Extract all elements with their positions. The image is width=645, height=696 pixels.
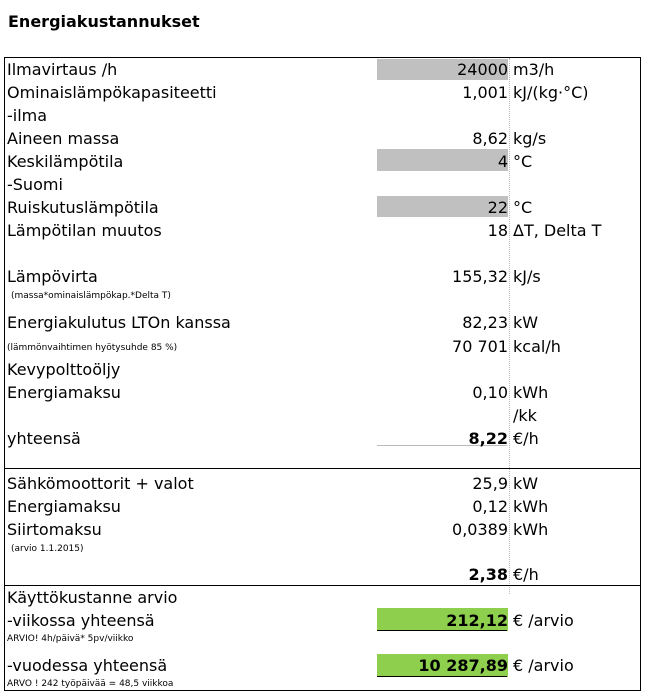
row-unit: /kk: [513, 406, 537, 425]
row-unit: kW: [513, 474, 539, 493]
row-label: Aineen massa: [7, 129, 120, 148]
row-label: yhteensä: [7, 429, 81, 448]
row-value: 0,0389: [452, 520, 508, 539]
cost-sheet: [4, 57, 641, 691]
row-unit: kW: [513, 313, 539, 332]
row-unit: °C: [513, 152, 533, 171]
row-unit: kJ/s: [513, 267, 541, 286]
page-title: Energiakustannukset: [8, 12, 200, 31]
section-heading: Käyttökustanne arvio: [7, 588, 178, 607]
row-value: 18: [487, 221, 508, 240]
row-unit: m3/h: [513, 60, 555, 79]
row-unit: €/h: [513, 565, 539, 584]
row-label: Energiakulutus LTOn kanssa: [7, 313, 231, 332]
yearly-total-value: 10 287,89: [418, 656, 508, 675]
row-label: Sähkömoottorit + valot: [7, 474, 194, 493]
row-label: Energiamaksu: [7, 383, 121, 402]
row-unit: € /arvio: [513, 611, 574, 630]
row-label: Lämpötilan muutos: [7, 221, 162, 240]
total-value: 8,22: [468, 429, 508, 448]
row-label: -Suomi: [7, 175, 63, 194]
row-note: (massa*ominaislämpökap.*Delta T): [11, 291, 171, 301]
row-label: Ominaislämpökapasiteetti: [7, 83, 217, 102]
row-note: (arvio 1.1.2015): [11, 544, 84, 554]
row-value: 4: [497, 152, 508, 171]
row-label: Keskilämpötila: [7, 152, 124, 171]
row-value: 8,62: [472, 129, 508, 148]
row-unit: kJ/(kg·°C): [513, 83, 589, 102]
row-value: 70 701: [452, 337, 508, 356]
row-unit: kg/s: [513, 129, 547, 148]
row-value: 155,32: [452, 267, 508, 286]
row-value: 1,001: [462, 83, 508, 102]
row-unit: kcal/h: [513, 337, 561, 356]
row-label: -viikossa yhteensä: [7, 611, 155, 630]
row-label: -vuodessa yhteensä: [7, 656, 168, 675]
row-label: -ilma: [7, 106, 48, 125]
row-unit: ΔT, Delta T: [513, 221, 602, 240]
row-unit: °C: [513, 198, 533, 217]
row-value: 22: [487, 198, 508, 217]
row-value: 0,10: [472, 383, 508, 402]
row-value: 0,12: [472, 497, 508, 516]
row-label: Ilmavirtaus /h: [7, 60, 118, 79]
row-value: 25,9: [472, 474, 508, 493]
row-note: ARVO ! 242 työpäivää = 48,5 viikkoa: [7, 679, 174, 689]
section-divider: [5, 468, 640, 469]
row-label: Kevypolttoöljy: [7, 360, 121, 379]
row-unit: €/h: [513, 429, 539, 448]
total-value: 2,38: [468, 565, 508, 584]
row-label: Lämpövirta: [7, 267, 98, 286]
row-note: ARVIO! 4h/päivä* 5pv/viikko: [7, 634, 134, 644]
row-note: (lämmönvaihtimen hyötysuhde 85 %): [7, 343, 178, 353]
row-unit: kWh: [513, 520, 549, 539]
section-divider: [5, 585, 640, 586]
row-value: 24000: [457, 60, 508, 79]
weekly-total-value: 212,12: [446, 611, 508, 630]
row-unit: kWh: [513, 383, 549, 402]
row-unit: kWh: [513, 497, 549, 516]
row-unit: € /arvio: [513, 656, 574, 675]
input-cell-mean-temp[interactable]: [377, 149, 508, 171]
row-value: 82,23: [462, 313, 508, 332]
column-gridline: [509, 58, 510, 594]
row-label: Siirtomaksu: [7, 520, 102, 539]
yearly-cell-border: [377, 676, 507, 677]
row-label: Ruiskutuslämpötila: [7, 198, 159, 217]
row-label: Energiamaksu: [7, 497, 121, 516]
